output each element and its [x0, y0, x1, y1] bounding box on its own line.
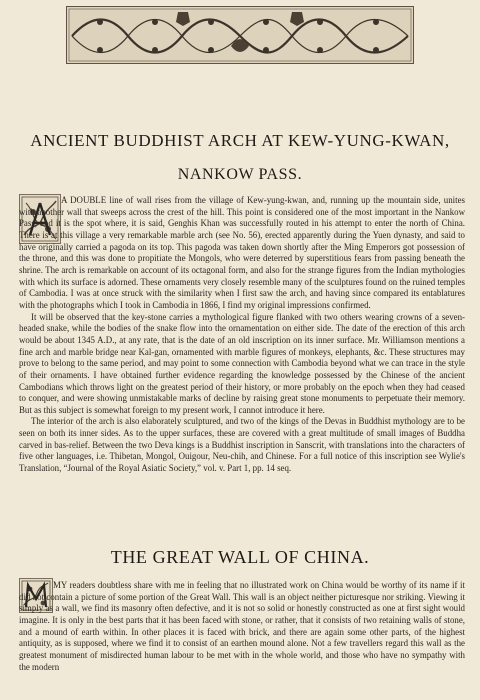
- section-paragraph: MY readers doubtless share with me in feeling that no illustrated work on China would be worthy of its name if it did not contain a picture of some portion of the Great Wall. This wall is an object neither picturesque nor striking. Viewing it simply as a wall, we find its masonry often defective, and it is not so solid or honestly constructed as one at first sight would imagine. It is only in the best parts that it has been faced with stone, or rather, that it consists of two retaining walls of stone, and a mound of earth within. In other places it is faced with brick, and there are again some other parts, of the highest antiquity, as is supposed, where we find it to consist of an earthen mound alone. Not a few travellers regard this wall as the greatest monument of misdirected human labour to be met with in the whole world, and those who have no sympathy with the modern: [19, 580, 465, 672]
- article-body: [19, 195, 465, 475]
- section-title: THE GREAT WALL OF CHINA.: [110, 547, 370, 567]
- header-ornament: [66, 6, 414, 64]
- article-paragraph: It will be observed that the key-stone carries a mythological figure flanked with two others wearing crowns of a seven-headed snake, while the bodies of the snake flow into the ornamentation on either side. The date of the erection of this arch would be about 1345 A.D., at any rate, that is the date of an old inscription on its inner surface. Mr. Williamson mentions a fine arch and marble bridge near Kal-gan, ornamented with marble figures of monkeys, elephants, &c. These structures may prove to belong to the same period, and may point to some connection with Cambodia beyond what we can trace in the style of their ornaments. I have obtained further evidence regarding the knowledge possessed by the Chinese of the ancient Cambodians which throws light on the greatest period of their history, or more probably on the epoch when they had ceased to conquer, and were showing unmistakable marks of decline by raising great stone monuments to perpetuate their memory. But as this subject is somewhat foreign to my present work, I cannot introduce it here.: [19, 311, 465, 415]
- article-paragraph: The interior of the arch is also elaborately sculptured, and two of the kings of the Devas in Buddhist mythology are to be seen on both its inner sides. As to the upper surfaces, these are covered with a great multitude of small images of Buddha carved in bas-relief. Between the two Deva kings is a Buddhist inscription in Sanscrit, with translations into the characters of five other languages, i.e. Thibetan, Mongol, Ouigour, Neu-chih, and Chinese. For a full notice of this inscription see Wylie's Translation, “Journal of the Royal Asiatic Society,” vol. v. Part 1, pp. 14 seq.: [19, 416, 465, 474]
- article-subtitle: NANKOW PASS.: [177, 166, 303, 183]
- article-title: ANCIENT BUDDHIST ARCH AT KEW-YUNG-KWAN,: [30, 131, 450, 150]
- section-body: [19, 580, 465, 673]
- article-paragraph: A DOUBLE line of wall rises from the village of Kew-yung-kwan, and, running up the mountain side, unites with another wall that sweeps across the crest of the hill. This point is considered one of the most important in the Nankow Pass, and it is the spot where, it is said, Genghis Khan was successfully routed in his attempt to enter the north of China. There is at this village a very remarkable marble arch (see No. 56), erected apparently during the Yuen dynasty, and said to have originally carried a pagoda on its top. This pagoda was taken down shortly after the Ming Emperors got possession of the throne, and this was done to propitiate the Mongols, who were deterred by superstitious fears from passing beneath the shrine. The arch is remarkable on account of its octagonal form, and also for the strange figures from the Indian mythologies with which its surface is adorned. These ornaments very closely resemble many of the sculptures found on the ruined temples of Cambodia. I was at once struck with the similarity when I first saw the arch, and having since compared its entablatures with the photographs which I took in Cambodia in 1866, I find my original impressions confirmed.: [19, 195, 465, 310]
